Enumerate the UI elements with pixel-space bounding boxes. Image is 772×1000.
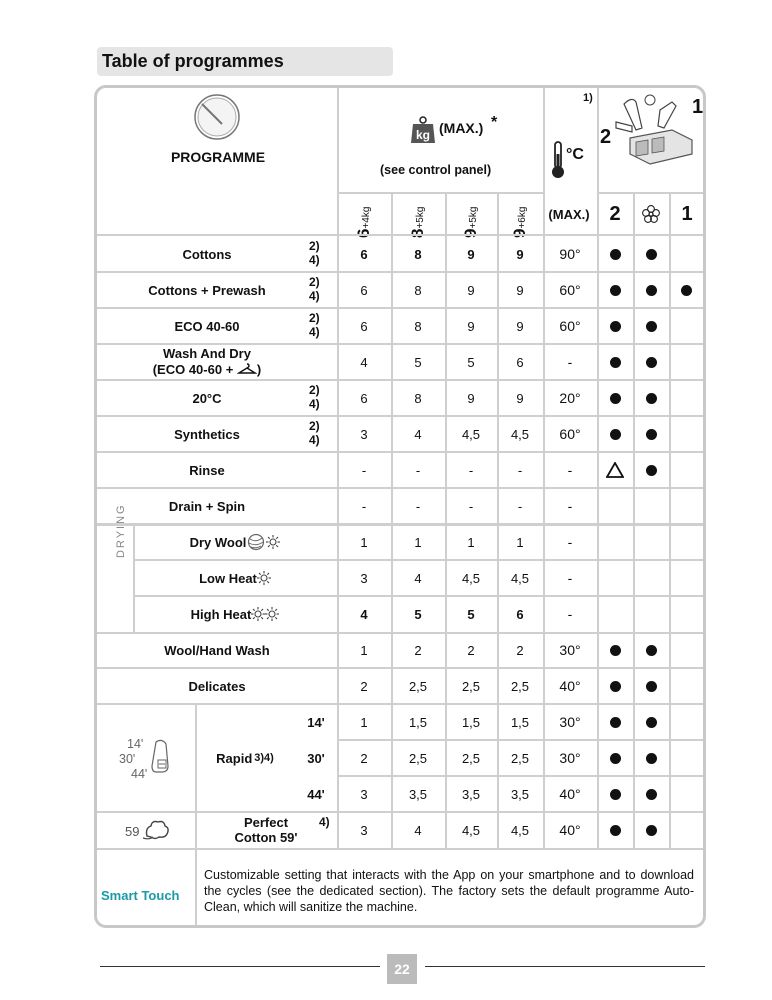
- load-value: 8: [414, 318, 422, 334]
- load-value: 1,5: [510, 714, 530, 730]
- dot-icon: [610, 429, 621, 440]
- see-control-panel: (see control panel): [380, 163, 492, 177]
- load-value: 2,5: [510, 750, 530, 766]
- load-value: 8: [414, 390, 422, 406]
- programme-header: PROGRAMME: [170, 148, 266, 165]
- dot-icon: [646, 789, 657, 800]
- temp-note: 1): [583, 92, 593, 104]
- header-divider: [597, 88, 599, 236]
- load-value: 1: [360, 714, 368, 730]
- dot-icon: [646, 429, 657, 440]
- load-value: -: [415, 462, 421, 478]
- title-bar: [97, 47, 393, 76]
- compartment-2-mark: [597, 740, 633, 776]
- programme-name-5: Synthetics: [174, 426, 240, 442]
- dot-icon: [610, 645, 621, 656]
- softener-mark: [633, 632, 669, 668]
- temperature-value: 40°: [559, 785, 581, 802]
- dot-icon: [681, 285, 692, 296]
- programme-name: Delicates: [188, 678, 246, 694]
- column-line: [669, 236, 671, 848]
- load-value: 3,5: [510, 786, 530, 802]
- load-value: 4,5: [461, 822, 481, 838]
- softener-mark: [633, 740, 669, 776]
- temperature-value: 30°: [559, 749, 581, 766]
- load-value: 1: [360, 642, 368, 658]
- programme-notes: 2) 4): [309, 311, 320, 339]
- load-value: 6: [360, 390, 368, 406]
- softener-mark: [633, 416, 669, 452]
- dot-icon: [610, 393, 621, 404]
- dot-icon: [610, 717, 621, 728]
- load-value: -: [361, 462, 367, 478]
- load-value: 9: [516, 390, 524, 406]
- load-value: 2,5: [408, 678, 428, 694]
- dot-icon: [646, 393, 657, 404]
- weight-icon: [409, 116, 437, 144]
- perfect-name-1: Perfect: [243, 815, 289, 830]
- rapid-time: 44': [307, 786, 325, 802]
- drying-programme-name: Low Heat: [199, 570, 257, 586]
- compartment-2-mark: [597, 272, 633, 308]
- softener-mark: [633, 236, 669, 272]
- programme-notes: 2) 4): [309, 239, 320, 267]
- load-value: 6: [360, 318, 368, 334]
- programme-subname: (ECO 40-60 +: [152, 362, 234, 377]
- compartment-1-header: 1: [681, 202, 693, 225]
- load-value: 4: [360, 354, 368, 370]
- dot-icon: [646, 717, 657, 728]
- header-divider: [391, 192, 393, 236]
- load-value: 9: [516, 246, 524, 262]
- capacity-header: [461, 196, 480, 238]
- programme-name-1: Cottons + Prewash: [148, 282, 266, 298]
- load-value: 4: [360, 606, 368, 622]
- load-value: 9: [467, 318, 475, 334]
- flower-softener-icon: [634, 196, 668, 232]
- header-divider: [633, 192, 635, 236]
- programme-table: [94, 85, 706, 928]
- programme-notes: 2) 4): [309, 383, 320, 411]
- rapid-notes: 3)4): [254, 751, 274, 764]
- temperature-value: -: [567, 353, 573, 370]
- dot-icon: [610, 753, 621, 764]
- softener-mark: [633, 776, 669, 812]
- capacity-header: [408, 196, 427, 238]
- header-divider: [669, 192, 671, 236]
- dot-icon: [610, 321, 621, 332]
- compartment-2-mark: [597, 812, 633, 848]
- load-value: 3: [360, 786, 368, 802]
- load-value: 9: [467, 282, 475, 298]
- temperature-value: 40°: [559, 821, 581, 838]
- compartment-2-mark: [597, 344, 633, 380]
- dot-icon: [610, 285, 621, 296]
- compartment-2-header: 2: [609, 202, 621, 225]
- load-value: -: [468, 498, 474, 514]
- hanger-icon: [237, 362, 257, 374]
- load-value: 9: [467, 246, 475, 262]
- capacity-header: [510, 196, 529, 238]
- max-load-label: (MAX.): [439, 120, 484, 136]
- load-value: 6: [360, 282, 368, 298]
- load-value: 1: [414, 534, 422, 550]
- programme-subname-end: ): [256, 362, 262, 377]
- page-title: Table of programmes: [102, 51, 284, 71]
- load-value: 9: [467, 390, 475, 406]
- smart-touch-divider: [195, 848, 197, 928]
- compartment-2-mark: [597, 776, 633, 812]
- load-value: 4,5: [510, 426, 530, 442]
- softener-mark: [633, 380, 669, 416]
- programme-name-7: Drain + Spin: [168, 498, 246, 514]
- load-value: -: [517, 462, 523, 478]
- dot-icon: [646, 645, 657, 656]
- temperature-value: 30°: [559, 713, 581, 730]
- header-divider: [337, 192, 543, 194]
- capacity-main: 9: [510, 228, 529, 238]
- load-value: 2,5: [510, 678, 530, 694]
- programme-notes: 2) 4): [309, 419, 320, 447]
- temperature-value: -: [567, 533, 573, 550]
- compartment-2-mark: [597, 632, 633, 668]
- load-value: -: [415, 498, 421, 514]
- header-divider: [543, 88, 545, 236]
- load-value: 3: [360, 426, 368, 442]
- sun-icon: [257, 571, 271, 585]
- load-value: 9: [516, 318, 524, 334]
- wool-icon: [246, 533, 266, 551]
- rapid-label: Rapid: [216, 750, 253, 766]
- load-value: 5: [467, 354, 475, 370]
- compartment-2-mark: [597, 668, 633, 704]
- cotton-59-label: 59: [125, 824, 140, 839]
- load-value: 3: [360, 822, 368, 838]
- load-value: 2: [414, 642, 422, 658]
- programme-name-0: Cottons: [182, 246, 232, 262]
- capacity-main: 9: [461, 228, 480, 238]
- drying-name-0: [133, 524, 337, 560]
- smart-touch-description: Customizable setting that interacts with the App on your smartphone and to download the cycles (see the dedicated section). The factory sets the default programme Auto-Clean, which will sanitize the machine.: [204, 868, 694, 914]
- rapid-time-44: 44': [131, 767, 148, 781]
- dot-icon: [610, 357, 621, 368]
- drawer-label-1: 1: [692, 96, 704, 118]
- temperature-value: 60°: [559, 281, 581, 298]
- perfect-cotton-name: [195, 812, 337, 848]
- sun-icon: [266, 535, 280, 549]
- page-number: 22: [387, 954, 417, 984]
- rapid-time-14: 14': [127, 737, 144, 751]
- dial-icon: [192, 92, 242, 142]
- kg-label: kg: [415, 128, 431, 142]
- load-value: 3,5: [408, 786, 428, 802]
- load-value: 1,5: [461, 714, 481, 730]
- dot-icon: [646, 681, 657, 692]
- drying-programme-name: High Heat: [190, 606, 252, 622]
- detergent-drawer-icon: [602, 92, 702, 184]
- programme-name-2: ECO 40-60: [174, 318, 240, 334]
- softener-mark: [633, 812, 669, 848]
- compartment-2-mark: [597, 308, 633, 344]
- softener-mark: [633, 308, 669, 344]
- load-value: 1,5: [408, 714, 428, 730]
- header-divider: [445, 192, 447, 236]
- dot-icon: [610, 789, 621, 800]
- header-divider: [337, 88, 339, 236]
- temperature-value: 90°: [559, 245, 581, 262]
- dot-icon: [646, 285, 657, 296]
- dot-icon: [646, 465, 657, 476]
- programme-name: Wash And Dry: [163, 346, 251, 361]
- load-value: 3: [360, 570, 368, 586]
- compartment-2-mark: [597, 704, 633, 740]
- sun-icon: [251, 607, 265, 621]
- drying-programme-name: Dry Wool: [189, 534, 247, 550]
- drying-name-2: [133, 596, 337, 632]
- header-divider: [497, 192, 499, 236]
- footer-line-left: [100, 966, 380, 967]
- thermometer-icon: [550, 140, 566, 180]
- dot-icon: [646, 249, 657, 260]
- programme-notes: 2) 4): [309, 275, 320, 303]
- softener-mark: [633, 272, 669, 308]
- load-value: 2,5: [461, 750, 481, 766]
- softener-mark: [633, 668, 669, 704]
- load-value: 6: [360, 246, 368, 262]
- dot-icon: [610, 681, 621, 692]
- dot-icon: [646, 321, 657, 332]
- sun-icon: [265, 607, 279, 621]
- load-value: 4,5: [510, 822, 530, 838]
- load-value: 8: [414, 246, 422, 262]
- load-value: 2: [360, 678, 368, 694]
- temperature-value: 60°: [559, 425, 581, 442]
- compartment-1-mark: [669, 272, 703, 308]
- load-value: 2,5: [408, 750, 428, 766]
- header-divider: [597, 192, 703, 194]
- load-value: 1: [360, 534, 368, 550]
- load-value: 4,5: [461, 570, 481, 586]
- temperature-value: -: [567, 461, 573, 478]
- load-value: -: [361, 498, 367, 514]
- load-value: 5: [414, 354, 422, 370]
- capacity-main: 8: [408, 228, 427, 238]
- load-value: 5: [467, 606, 475, 622]
- temp-unit: °C: [566, 146, 584, 163]
- dot-icon: [610, 825, 621, 836]
- capacity-main: 6: [354, 228, 373, 238]
- load-value: 4: [414, 570, 422, 586]
- temperature-value: -: [567, 605, 573, 622]
- drawer-label-2: 2: [600, 126, 612, 148]
- load-value: -: [517, 498, 523, 514]
- capacity-extra: +5kg: [415, 206, 426, 229]
- load-value: 4,5: [461, 426, 481, 442]
- dot-icon: [646, 753, 657, 764]
- load-value: 4,5: [510, 570, 530, 586]
- temperature-value: 20°: [559, 389, 581, 406]
- load-value: 2: [516, 642, 524, 658]
- temperature-value: -: [567, 569, 573, 586]
- load-value: 8: [414, 282, 422, 298]
- compartment-2-mark: [597, 380, 633, 416]
- compartment-2-mark: [597, 452, 633, 488]
- dot-icon: [646, 357, 657, 368]
- temperature-value: -: [567, 497, 573, 514]
- programme-name-4: 20°C: [192, 390, 222, 406]
- temperature-value: 40°: [559, 677, 581, 694]
- load-value: 2: [360, 750, 368, 766]
- programme-name-3: [97, 344, 317, 380]
- perfect-notes: 4): [319, 815, 330, 829]
- softener-mark: [633, 344, 669, 380]
- rapid-name: [195, 704, 295, 812]
- smart-touch-logo: Smart Touch: [101, 888, 180, 903]
- capacity-header: [354, 196, 373, 238]
- programme-name: Wool/Hand Wash: [164, 642, 270, 658]
- load-value: 5: [414, 606, 422, 622]
- temperature-value: 30°: [559, 641, 581, 658]
- capacity-extra: +6kg: [517, 206, 528, 229]
- load-value: 2: [467, 642, 475, 658]
- softener-mark: [633, 452, 669, 488]
- dot-icon: [646, 825, 657, 836]
- load-value: 9: [516, 282, 524, 298]
- capacity-extra: +5kg: [468, 206, 479, 229]
- triangle-icon: [606, 462, 624, 478]
- load-value: 4: [414, 426, 422, 442]
- capacity-extra: +4kg: [361, 206, 372, 229]
- load-value: 1: [467, 534, 475, 550]
- asterisk: *: [491, 114, 498, 131]
- drying-name-1: [133, 560, 337, 596]
- rapid-time: 14': [307, 714, 325, 730]
- rapid-time: 30': [307, 750, 325, 766]
- load-value: 6: [516, 606, 524, 622]
- temp-max-header: (MAX.): [548, 206, 590, 222]
- load-value: 1: [516, 534, 524, 550]
- load-value: 4: [414, 822, 422, 838]
- cotton-flower-icon: [143, 818, 171, 842]
- load-value: -: [468, 462, 474, 478]
- section-divider: [97, 848, 703, 850]
- load-value: 6: [516, 354, 524, 370]
- compartment-2-mark: [597, 236, 633, 272]
- drying-label: DRYING: [115, 503, 127, 558]
- programme-name-6: Rinse: [189, 462, 225, 478]
- dot-icon: [610, 249, 621, 260]
- rapid-time-30: 30': [119, 752, 136, 766]
- perfect-name-2: Cotton 59': [234, 830, 298, 845]
- load-value: 3,5: [461, 786, 481, 802]
- compartment-2-mark: [597, 416, 633, 452]
- softener-mark: [633, 704, 669, 740]
- temperature-value: 60°: [559, 317, 581, 334]
- load-value: 2,5: [461, 678, 481, 694]
- footer-line-right: [425, 966, 705, 967]
